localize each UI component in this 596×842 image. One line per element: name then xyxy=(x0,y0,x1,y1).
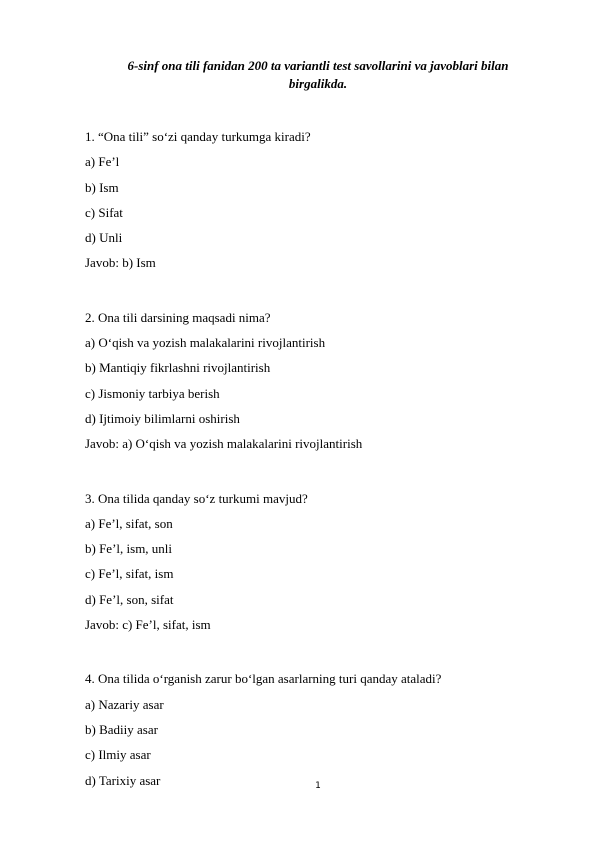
option-d: d) Fe’l, son, sifat xyxy=(85,591,174,607)
question-block-3 xyxy=(85,486,555,638)
question-text: 2. Ona tili darsining maqsadi nima? xyxy=(85,309,271,325)
option-c: c) Jismoniy tarbiya berish xyxy=(85,385,220,401)
option-a: a) Fe’l, sifat, son xyxy=(85,515,173,531)
question-list xyxy=(85,124,555,822)
option-d: d) Unli xyxy=(85,230,123,246)
question-block-4 xyxy=(85,666,555,792)
answer-text: Javob: b) Ism xyxy=(85,255,156,271)
question-text: 4. Ona tilida o‘rganish zarur bo‘lgan asarlarning turi qanday ataladi? xyxy=(85,671,442,687)
question-block-1 xyxy=(85,124,555,276)
option-b: b) Fe’l, ism, unli xyxy=(85,541,173,557)
option-c: c) Fe’l, sifat, ism xyxy=(85,566,174,582)
option-d: d) Ijtimoiy bilimlarni oshirish xyxy=(85,410,240,426)
question-block-2 xyxy=(85,305,555,457)
option-b: b) Ism xyxy=(85,179,119,195)
option-b: b) Mantiqiy fikrlashni rivojlantirish xyxy=(85,360,271,376)
question-text: 1. “Ona tili” so‘zi qanday turkumga kiradi? xyxy=(85,129,311,144)
option-b: b) Badiiy asar xyxy=(85,721,158,737)
answer-text: Javob: a) O‘qish va yozish malakalarini rivojlantirish xyxy=(85,436,363,452)
option-a: a) Nazariy asar xyxy=(85,696,164,712)
answer-text: Javob: c) Fe’l, sifat, ism xyxy=(85,617,211,633)
question-text: 3. Ona tilida qanday so‘z turkumi mavjud? xyxy=(85,490,308,506)
option-c: c) Sifat xyxy=(85,204,123,220)
option-a: a) Fe’l xyxy=(85,154,120,170)
option-a: a) O‘qish va yozish malakalarini rivojlantirish xyxy=(85,335,326,351)
document-title: 6-sinf ona tili fanidan 200 ta variantli test savollarini va javoblari bilan birgalikda. xyxy=(127,58,509,91)
option-d: d) Tarixiy asar xyxy=(85,772,161,788)
page-number: 1 xyxy=(315,781,321,791)
option-c: c) Ilmiy asar xyxy=(85,747,151,763)
